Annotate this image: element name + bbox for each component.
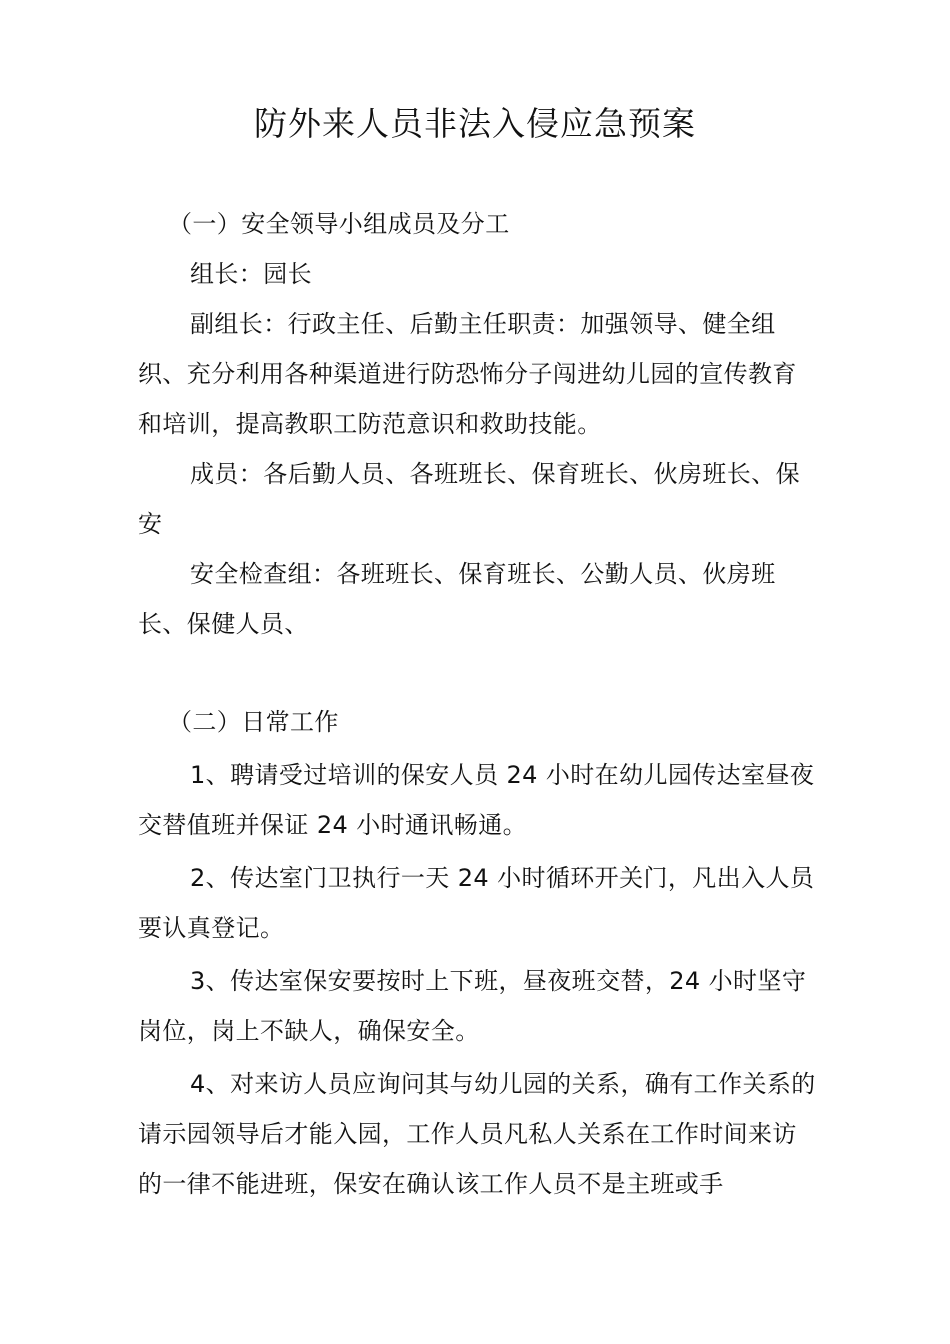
section1-deputy-paragraph: 副组长：行政主任、后勤主任职责：加强领导、健全组织、充分利用各种渠道进行防恐怖分子闯进幼儿园的宣传教育和培训，提高教职工防范意识和救助技能。 [138, 310, 797, 438]
section1-leader: 组长：园长 [190, 260, 312, 288]
section1-inspection-paragraph: 安全检查组：各班班长、保育班长、公勤人员、伙房班长、保健人员、 [138, 560, 776, 638]
section1-heading: （一）安全领导小组成员及分工 [168, 210, 510, 238]
section2-item-4: 4、对来访人员应询问其与幼儿园的关系，确有工作关系的请示园领导后才能入园，工作人员凡私人关系在工作时间来访的一律不能进班，保安在确认该工作人员不是主班或手 [138, 1070, 816, 1198]
section2-item-2: 2、传达室门卫执行一天 24 小时循环开关门，凡出入人员要认真登记。 [138, 864, 815, 942]
section2-item-1: 1、聘请受过培训的保安人员 24 小时在幼儿园传达室昼夜交替值班并保证 24 小时通讯畅通。 [138, 761, 815, 839]
section1-members-paragraph: 成员：各后勤人员、各班班长、保育班长、伙房班长、保安 [138, 460, 800, 538]
document-title: 防外来人员非法入侵应急预案 [254, 104, 696, 143]
section2-heading: （二）日常工作 [168, 708, 339, 736]
section2-item-3: 3、传达室保安要按时上下班，昼夜班交替，24 小时坚守岗位，岗上不缺人，确保安全。 [138, 967, 807, 1045]
